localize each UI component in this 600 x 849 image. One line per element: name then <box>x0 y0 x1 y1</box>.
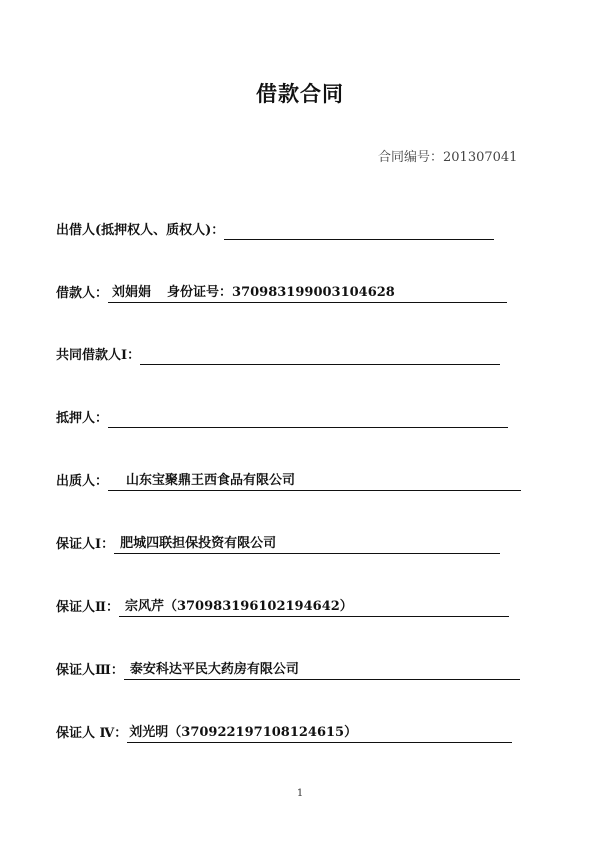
party-value: 泰安科达平民大药房有限公司 <box>129 662 299 677</box>
fill-line <box>127 724 512 743</box>
party-label: 保证人Ⅰ： <box>56 537 115 552</box>
party-value: 刘娟娟 <box>112 285 152 300</box>
fill-line <box>108 472 521 491</box>
fill-line <box>124 661 520 680</box>
fill-line <box>119 598 509 617</box>
party-label: 出质人： <box>56 474 109 489</box>
party-label: 借款人： <box>56 286 109 301</box>
party-guarantor-2 <box>56 595 509 617</box>
id-number: 身份证号：370983199003104628 <box>167 285 395 300</box>
fill-line <box>140 346 500 365</box>
fill-line <box>108 409 508 428</box>
contract-number: 合同编号：201307041 <box>378 150 518 165</box>
party-value: 刘光明（370922197108124615） <box>129 725 358 740</box>
party-value: 肥城四联担保投资有限公司 <box>120 536 277 551</box>
party-value: 宗风芹（370983196102194642） <box>124 599 353 614</box>
party-co-borrower <box>56 343 500 365</box>
party-guarantor-4 <box>56 721 512 743</box>
page-number: 1 <box>296 788 304 799</box>
party-label: 出借人(抵押权人、质权人)： <box>56 223 225 238</box>
fill-line <box>108 284 507 303</box>
party-pledgor <box>56 469 521 491</box>
party-guarantor-1 <box>56 532 500 554</box>
party-guarantor-3 <box>56 658 520 680</box>
party-value: 山东宝聚鼎王西食品有限公司 <box>126 473 296 488</box>
party-label: 保证人 Ⅳ： <box>56 726 128 741</box>
party-label: 保证人Ⅲ： <box>56 663 124 678</box>
party-label: 共同借款人Ⅰ： <box>56 348 141 363</box>
party-label: 抵押人： <box>56 411 109 426</box>
party-lender <box>56 218 494 240</box>
fill-line <box>224 221 494 240</box>
party-mortgagor <box>56 406 508 428</box>
party-borrower <box>56 281 507 303</box>
document-title: 借款合同 <box>256 81 344 106</box>
party-label: 保证人Ⅱ： <box>56 600 119 615</box>
fill-line <box>114 535 500 554</box>
